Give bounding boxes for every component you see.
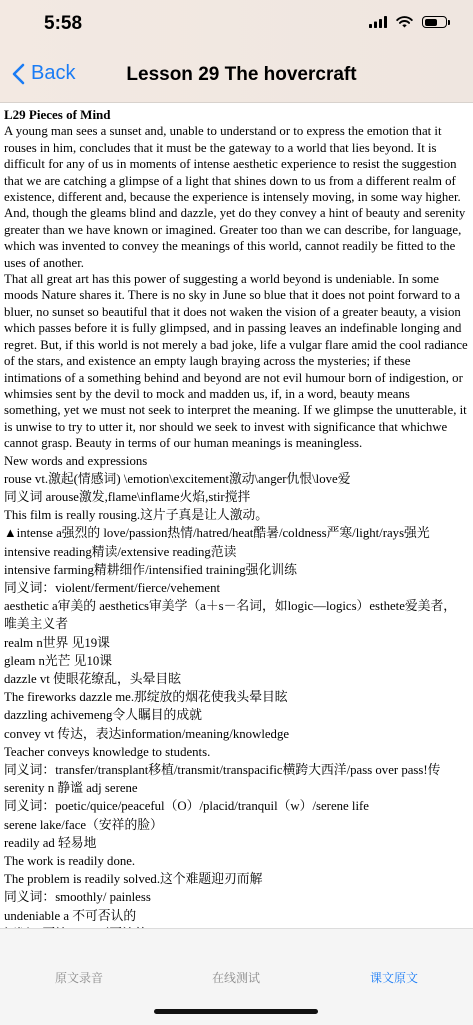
vocab-line: dazzle vt 使眼花缭乱，头晕目眩 bbox=[4, 671, 181, 686]
vocab-line: New words and expressions bbox=[4, 453, 148, 468]
battery-level bbox=[425, 19, 437, 26]
vocab-line: dazzling achivemeng令人瞩目的成就 bbox=[4, 708, 202, 723]
vocab-line: The work is readily done. bbox=[4, 854, 136, 868]
home-indicator bbox=[154, 1009, 318, 1014]
vocab-line: The problem is readily solved.这个难题迎刃而解 bbox=[4, 872, 263, 887]
vocab-line: 同义词：poetic/quice/peaceful（O）/placid/tranquil（w）/serene life bbox=[4, 799, 369, 814]
navigation-bar bbox=[0, 50, 473, 103]
back-label: Back bbox=[31, 62, 76, 84]
tab-online-test[interactable]: 在线测试 bbox=[212, 971, 261, 985]
vocab-line: convey vt 传达，表达information/meaning/knowledge bbox=[4, 726, 290, 741]
vocabulary-section bbox=[4, 452, 469, 943]
article-paragraph: A young man sees a sunset and, unable to understand or to express the emotion that it rouses in him, concludes that it must be the gateway to a world that lies beyond. It is difficult for any of us in moments of intense aesthetic experience to resist the suggestion that we are catching a glimpse of a light that shines down to us from a different realm of existence, different and, because the experience is intensely moving, in some way higher. And, though the gleams blind and dazzle, yet do they convey a hint of beauty and serenity greater than we have known or imagined. Greater too than we can describe, for language, which was invented to convey the meanings of this world, cannot readily be fitted to the uses of another. bbox=[4, 124, 466, 270]
vocab-line: 同义词：transfer/transplant移植/transmit/transpacific横跨大西洋/pass over pass!传 bbox=[4, 762, 441, 777]
vocab-line: intensive farming精耕细作/intensified training强化训练 bbox=[4, 562, 297, 577]
vocab-line: 同义词：smoothly/ painless bbox=[4, 890, 151, 905]
tab-audio[interactable]: 原文录音 bbox=[55, 971, 104, 985]
vocab-line: This film is really rousing.这片子真是让人激动。 bbox=[4, 508, 269, 523]
vocab-line: undeniable a 不可否认的 bbox=[4, 908, 137, 923]
vocab-line: serene lake/face（安祥的脸） bbox=[4, 817, 163, 832]
vocab-line: 同义词 arouse激发,flame\inflame火焰,stir搅拌 bbox=[4, 489, 251, 504]
vocab-line: intensive reading精读/extensive reading范读 bbox=[4, 544, 237, 559]
status-icons bbox=[369, 16, 447, 28]
vocab-line: aesthetic a审美的 aesthetics审美学（a＋s－名词，如logic—logics）esthete爱美者， bbox=[4, 599, 457, 614]
vocab-line: ▲intense a强烈的 love/passion热情/hatred/heat酷暑/coldness严寒/light/rays强光 bbox=[4, 526, 430, 541]
vocab-line: serenity n 静谧 adj serene bbox=[4, 781, 138, 796]
page-title: Lesson 29 The hovercraft bbox=[126, 64, 357, 85]
vocab-line: 唯美主义者 bbox=[4, 617, 68, 632]
vocab-line: The fireworks dazzle me.那绽放的烟花使我头晕目眩 bbox=[4, 690, 288, 705]
cellular-icon bbox=[369, 16, 387, 28]
vocab-line: Teacher conveys knowledge to students. bbox=[4, 744, 211, 759]
vocab-line: readily ad 轻易地 bbox=[4, 835, 97, 850]
tab-lesson-text[interactable]: 课文原文 bbox=[370, 971, 419, 985]
vocab-line: gleam n光芒 见10课 bbox=[4, 653, 113, 668]
vocab-line: 同义词：violent/ferment/fierce/vehement bbox=[4, 580, 221, 595]
vocab-line: rouse vt.激起(情感词) \emotion\excitement激动\anger仇恨\love爱 bbox=[4, 471, 351, 486]
status-time: 5:58 bbox=[44, 13, 83, 34]
lesson-heading: L29 Pieces of Mind bbox=[4, 107, 111, 122]
status-bar bbox=[0, 0, 473, 50]
lesson-text-view[interactable] bbox=[0, 103, 473, 928]
wifi-icon bbox=[396, 16, 413, 28]
battery-icon bbox=[422, 16, 447, 28]
article-paragraph: That all great art has this power of suggesting a world beyond is undeniable. In some moods Nature shares it. There is no sky in June so blue that it does not point forward to a bluer, no sunset so beautiful that it does not waken the vision of a greater beauty, a vision which passes before it is fully glimpsed, and in passing leaves an indefinable longing and regret. But, if this world is not merely a bad joke, life a vulgar flare amid the cool radiance of the stars, and existence an empty laugh braying across the mysteries; if these intimations of a something behind and beyond are not evil humour born of indigestion, or whimsies sent by the devil to mock and madden us, if, in a word, beauty means something, yet we must not seek to interpret the meaning. If we glimpse the unutterable, it is unwise to try to utter it, nor should we seek to invest with significance that whichwe cannot grasp. Beauty in terms of our human meanings is meaningless. bbox=[4, 272, 468, 451]
vocab-line: realm n世界 见19课 bbox=[4, 635, 110, 650]
